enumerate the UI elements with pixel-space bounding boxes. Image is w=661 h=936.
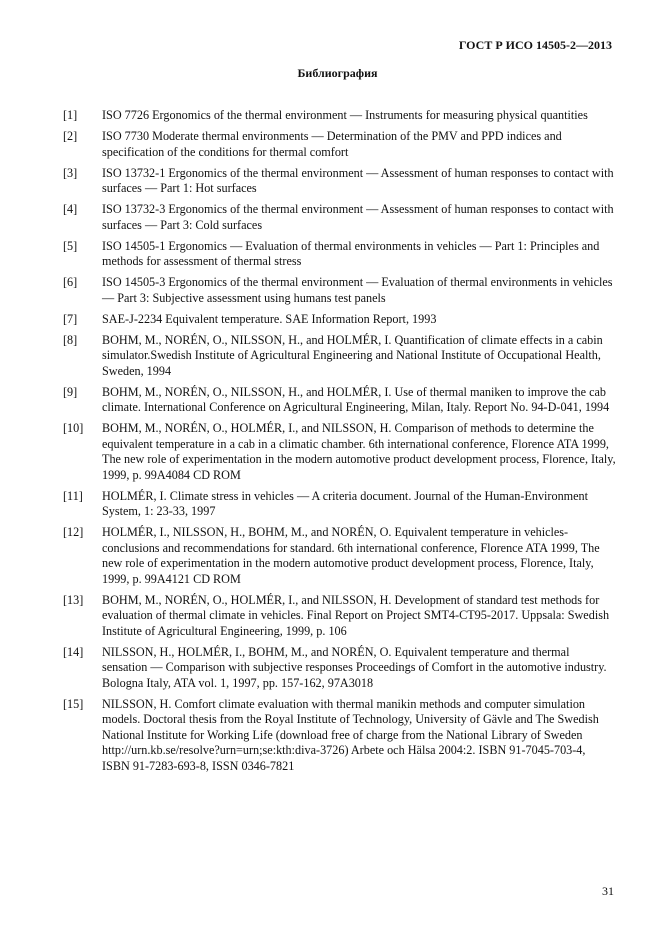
reference-text: SAE-J-2234 Equivalent temperature. SAE Information Report, 1993 — [102, 311, 437, 326]
reference-text: ISO 7730 Moderate thermal environments — Determination of the PMV and PPD indices and specification of the conditions for thermal comfort — [102, 129, 562, 159]
reference-text: BOHM, M., NORÉN, O., NILSSON, H., and HOLMÉR, I. Use of thermal maniken to improve the cab climate. International Conference on Agricultural Engineering, Milan, Italy. Report No. 94-D-041, 1994 — [102, 384, 610, 414]
reference-item — [63, 593, 616, 640]
reference-number: [9] — [63, 384, 78, 399]
reference-text: ISO 14505-1 Ergonomics — Evaluation of thermal environments in vehicles — Part 1: Principles and methods for assessment of thermal stress — [102, 238, 600, 268]
reference-text: HOLMÉR, I. Climate stress in vehicles — A criteria document. Journal of the Human-Environment System, 1: 23-33, 1997 — [102, 488, 589, 518]
reference-text: NILSSON, H., HOLMÉR, I., BOHM, M., and NORÉN, O. Equivalent temperature and thermal sensation — Comparison with subjective responses Proceedings of Comfort in the automotive industry. Bologna Italy, ATA vol. 1, 1997, pp. 157-162, 97A3018 — [102, 644, 607, 690]
reference-list — [63, 108, 616, 780]
bibliography-title: Библиография — [297, 66, 378, 80]
reference-number: [3] — [63, 165, 78, 180]
reference-text: ISO 14505-3 Ergonomics of the thermal environment — Evaluation of thermal environments in vehicles — Part 3: Subjective assessment using humans test panels — [102, 275, 613, 305]
reference-item — [63, 525, 616, 587]
reference-item — [63, 166, 616, 197]
reference-item — [63, 108, 616, 124]
reference-number: [2] — [63, 129, 78, 143]
reference-number: [7] — [63, 311, 78, 326]
reference-number: [11] — [63, 488, 83, 503]
reference-item — [63, 129, 616, 160]
reference-text: BOHM, M., NORÉN, O., HOLMÉR, I., and NILSSON, H. Comparison of methods to determine the equivalent temperature in a cab in a climatic chamber. 6th international conference, Florence ATA 1999, The new role of experimentation in the modern automotive product development process, Florence, Italy, 1999, p. 99A4084 CD ROM — [102, 421, 616, 482]
reference-item — [63, 312, 616, 328]
reference-number: [14] — [63, 644, 84, 659]
reference-number: [1] — [63, 108, 78, 122]
reference-text: ISO 7726 Ergonomics of the thermal environment — Instruments for measuring physical quantities — [102, 108, 588, 122]
reference-text: HOLMÉR, I., NILSSON, H., BOHM, M., and NORÉN, O. Equivalent temperature in vehicles-conclusions and recommendations for standard. 6th international conference, Florence ATA 1999, The new role of experimentation in the modern automotive product development process, Florence, Italy, 1999, p. 99A4121 CD ROM — [102, 525, 600, 586]
reference-number: [13] — [63, 592, 84, 607]
reference-text: NILSSON, H. Comfort climate evaluation with thermal manikin methods and computer simulation models. Doctoral thesis from the Royal Institute of Technology, University of Gävle and The Swedish National Institute for Working Life (download free of charge from the National Library of Sweden http://urn.kb.se/resolve?urn=urn;se:kth:diva-3726) Arbete och Hälsa 2004:2. ISBN 91-7045-703-4, ISBN 91-7283-693-8, ISSN 0346-7821 — [102, 696, 599, 773]
page-number: 31 — [602, 884, 614, 898]
reference-number: [5] — [63, 238, 78, 253]
reference-number: [12] — [63, 525, 84, 539]
reference-item — [63, 385, 616, 416]
reference-text: BOHM, M., NORÉN, O., HOLMÉR, I., and NILSSON, H. Development of standard test methods for evaluation of thermal climate in vehicles. Final Report on Project SMT4-CT95-2017. Uppsala: Swedish Institute of Agricultural Engineering, 1999, p. 106 — [102, 592, 610, 638]
reference-text: ISO 13732-3 Ergonomics of the thermal environment — Assessment of human responses to contact with surfaces — Part 3: Cold surfaces — [102, 202, 614, 232]
reference-item — [63, 697, 616, 775]
reference-item — [63, 421, 616, 483]
reference-number: [4] — [63, 202, 78, 216]
reference-text: ISO 13732-1 Ergonomics of the thermal environment — Assessment of human responses to contact with surfaces — Part 1: Hot surfaces — [102, 165, 614, 195]
reference-item — [63, 489, 616, 520]
reference-number: [15] — [63, 696, 84, 711]
reference-item — [63, 645, 616, 692]
reference-number: [6] — [63, 275, 78, 289]
reference-item — [63, 333, 616, 380]
standard-designation: ГОСТ Р ИСО 14505-2—2013 — [458, 38, 612, 52]
reference-item — [63, 275, 616, 306]
reference-text: BOHM, M., NORÉN, O., NILSSON, H., and HOLMÉR, I. Quantification of climate effects in a cabin simulator.Swedish Institute of Agricultural Engineering and National Institute of Occupational Health, Sweden, 1994 — [102, 332, 603, 378]
reference-item — [63, 202, 616, 233]
reference-number: [10] — [63, 421, 84, 435]
reference-number: [8] — [63, 332, 78, 347]
reference-item — [63, 239, 616, 270]
